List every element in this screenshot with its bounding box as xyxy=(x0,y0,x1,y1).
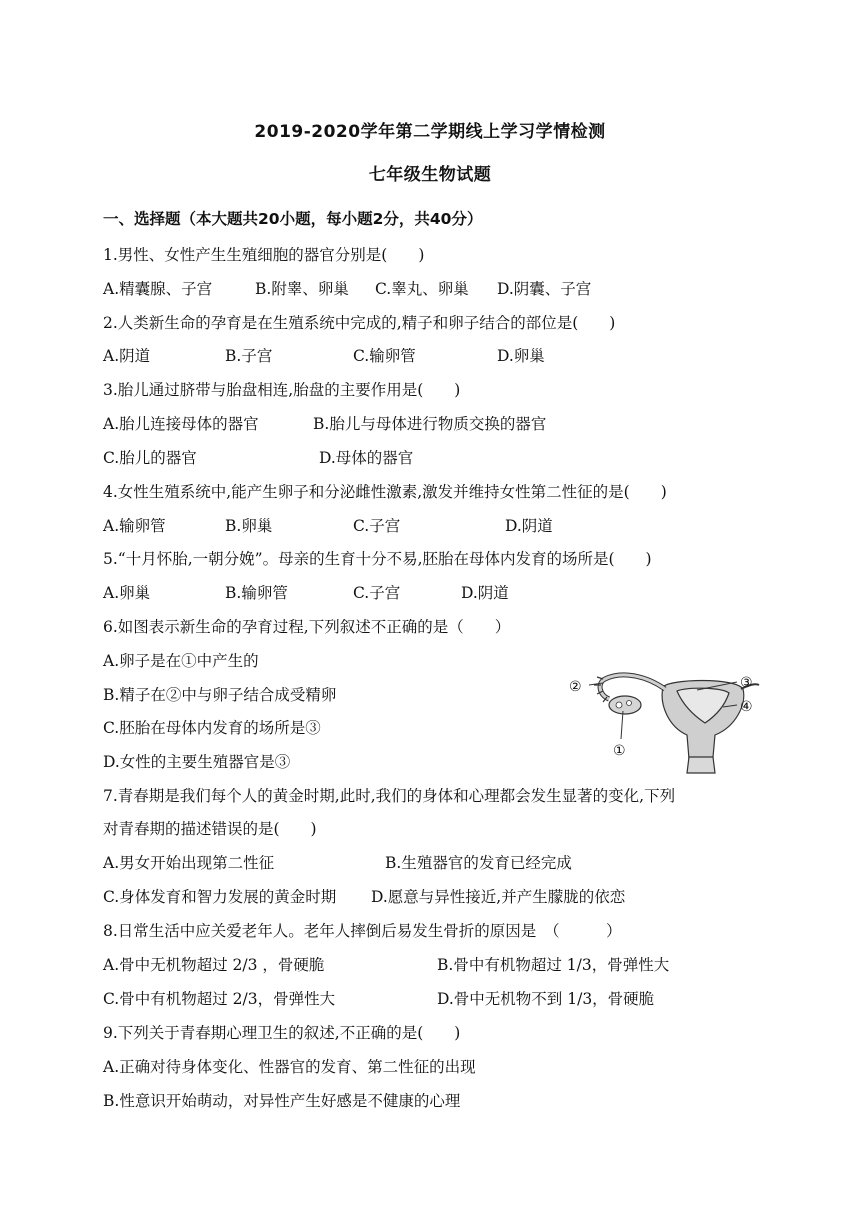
exam-title: 2019-2020学年第二学期线上学习学情检测 xyxy=(254,122,606,142)
q2-option-b: B.子宫 xyxy=(225,347,273,365)
q5-option-d: D.阴道 xyxy=(461,584,509,602)
question-9-stem: 9.下列关于青春期心理卫生的叙述,不正确的是( ) xyxy=(103,1024,461,1042)
q6-option-b: B.精子在②中与卵子结合成受精卵 xyxy=(103,686,337,704)
question-7-stem: 7.青春期是我们每个人的黄金时期,此时,我们的身体和心理都会发生显著的变化,下列 xyxy=(103,787,676,805)
diagram-label-4: ④ xyxy=(740,699,753,715)
q1-option-a: A.精囊腺、子宫 xyxy=(103,280,213,298)
q4-option-c: C.子宫 xyxy=(353,517,401,535)
q1-option-b: B.附睾、卵巢 xyxy=(255,280,349,298)
q3-option-a: A.胎儿连接母体的器官 xyxy=(103,415,259,433)
q2-option-a: A.阴道 xyxy=(103,347,151,365)
question-7-stem-cont: 对青春期的描述错误的是( ) xyxy=(103,820,317,838)
q2-option-c: C.输卵管 xyxy=(353,347,416,365)
q7-option-c: C.身体发育和智力发展的黄金时期 xyxy=(103,888,337,906)
question-3-stem: 3.胎儿通过脐带与胎盘相连,胎盘的主要作用是( ) xyxy=(103,381,461,399)
q8-option-c: C.骨中有机物超过 2/3，骨弹性大 xyxy=(103,990,336,1008)
exam-subtitle: 七年级生物试题 xyxy=(368,165,492,185)
q7-option-a: A.男女开始出现第二性征 xyxy=(103,854,275,872)
q4-option-d: D.阴道 xyxy=(505,517,553,535)
q2-option-d: D.卵巢 xyxy=(497,347,545,365)
question-5-stem: 5.“十月怀胎,一朝分娩”。母亲的生育十分不易,胚胎在母体内发育的场所是( ) xyxy=(103,550,652,568)
diagram-label-3: ③ xyxy=(740,675,753,691)
q4-option-a: A.输卵管 xyxy=(103,517,166,535)
question-8-stem: 8.日常生活中应关爱老年人。老年人摔倒后易发生骨折的原因是 （ ） xyxy=(103,922,622,940)
q5-option-b: B.输卵管 xyxy=(225,584,288,602)
q8-option-a: A.骨中无机物超过 2/3 ，骨硬脆 xyxy=(103,956,325,974)
q1-option-d: D.阴囊、子宫 xyxy=(497,280,592,298)
section-heading: 一、选择题（本大题共20小题，每小题2分，共40分） xyxy=(103,210,483,228)
female-reproductive-system-diagram xyxy=(565,665,775,777)
q8-option-b: B.骨中有机物超过 1/3，骨弹性大 xyxy=(437,956,670,974)
q3-option-c: C.胎儿的器官 xyxy=(103,449,197,467)
q1-option-c: C.睾丸、卵巢 xyxy=(375,280,469,298)
question-6-stem: 6.如图表示新生命的孕育过程,下列叙述不正确的是（ ） xyxy=(103,618,511,636)
question-1-stem: 1.男性、女性产生生殖细胞的器官分别是( ) xyxy=(103,246,425,264)
diagram-label-1: ① xyxy=(613,743,626,759)
q7-option-b: B.生殖器官的发育已经完成 xyxy=(385,854,572,872)
q9-option-a: A.正确对待身体变化、性器官的发育、第二性征的出现 xyxy=(103,1058,476,1076)
q7-option-d: D.愿意与异性接近,并产生朦胧的依恋 xyxy=(371,888,626,906)
q3-option-d: D.母体的器官 xyxy=(319,449,414,467)
q5-option-c: C.子宫 xyxy=(353,584,401,602)
question-4-stem: 4.女性生殖系统中,能产生卵子和分泌雌性激素,激发并维持女性第二性征的是( ) xyxy=(103,483,667,501)
q6-option-c: C.胚胎在母体内发育的场所是③ xyxy=(103,719,321,737)
diagram-label-2: ② xyxy=(569,679,582,695)
q3-option-b: B.胎儿与母体进行物质交换的器官 xyxy=(313,415,547,433)
q6-option-a: A.卵子是在①中产生的 xyxy=(103,652,259,670)
q5-option-a: A.卵巢 xyxy=(103,584,151,602)
q6-option-d: D.女性的主要生殖器官是③ xyxy=(103,753,291,771)
q9-option-b: B.性意识开始萌动，对异性产生好感是不健康的心理 xyxy=(103,1092,461,1110)
q4-option-b: B.卵巢 xyxy=(225,517,273,535)
q8-option-d: D.骨中无机物不到 1/3，骨硬脆 xyxy=(437,990,655,1008)
question-2-stem: 2.人类新生命的孕育是在生殖系统中完成的,精子和卵子结合的部位是( ) xyxy=(103,314,616,332)
